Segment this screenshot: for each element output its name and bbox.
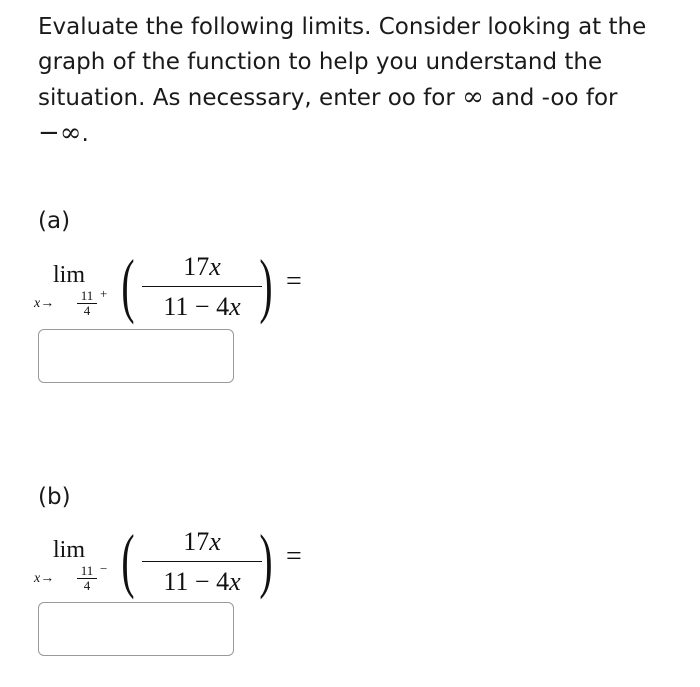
denominator [142, 562, 262, 602]
numerator-coef: 17 [183, 527, 210, 556]
approach-fraction [77, 288, 97, 318]
denominator [142, 287, 262, 327]
arrow-icon: → [40, 296, 55, 311]
limit-variable: x [34, 571, 41, 586]
approach-side: − [100, 561, 108, 576]
instructions-text: Evaluate the following limits. Consider looking at the graph of the function to help you understand the situation. As necessary, enter oo for [38, 14, 647, 111]
instructions-end: . [81, 121, 89, 147]
numerator-var: x [209, 252, 221, 281]
equals-sign: = [286, 541, 302, 572]
left-paren: ( [121, 245, 135, 325]
approach-numerator: 11 [77, 288, 97, 304]
negative-infinity-symbol: −∞ [38, 118, 82, 148]
equals-sign: = [286, 266, 302, 297]
part-a-label: (a) [38, 208, 71, 234]
infinity-symbol: ∞ [462, 82, 484, 112]
approach-fraction [77, 563, 97, 593]
approach-denominator: 4 [83, 303, 91, 318]
arrow-icon: → [40, 571, 55, 586]
numerator-coef: 17 [183, 252, 210, 281]
answer-input-a[interactable] [38, 329, 234, 383]
limit-subscript [34, 571, 54, 587]
limit-subscript [34, 296, 54, 312]
approach-side: + [100, 286, 108, 301]
denominator-var: x [229, 292, 241, 321]
denominator-var: x [229, 567, 241, 596]
denominator-const: 11 − 4 [163, 292, 230, 321]
answer-input-b[interactable] [38, 602, 234, 656]
approach-numerator: 11 [77, 563, 97, 579]
right-paren: ) [259, 245, 273, 325]
numerator [142, 248, 262, 287]
numerator-var: x [209, 527, 221, 556]
approach-denominator: 4 [83, 578, 91, 593]
problem-instructions [38, 10, 678, 152]
numerator [142, 523, 262, 562]
function-fraction [142, 248, 262, 327]
lim-text: lim [53, 262, 86, 288]
right-paren: ) [259, 520, 273, 600]
instructions-mid: and -oo for [491, 85, 618, 111]
lim-text: lim [53, 537, 86, 563]
denominator-const: 11 − 4 [163, 567, 230, 596]
limit-variable: x [34, 296, 41, 311]
left-paren: ( [121, 520, 135, 600]
function-fraction [142, 523, 262, 602]
part-b-label: (b) [38, 484, 71, 510]
